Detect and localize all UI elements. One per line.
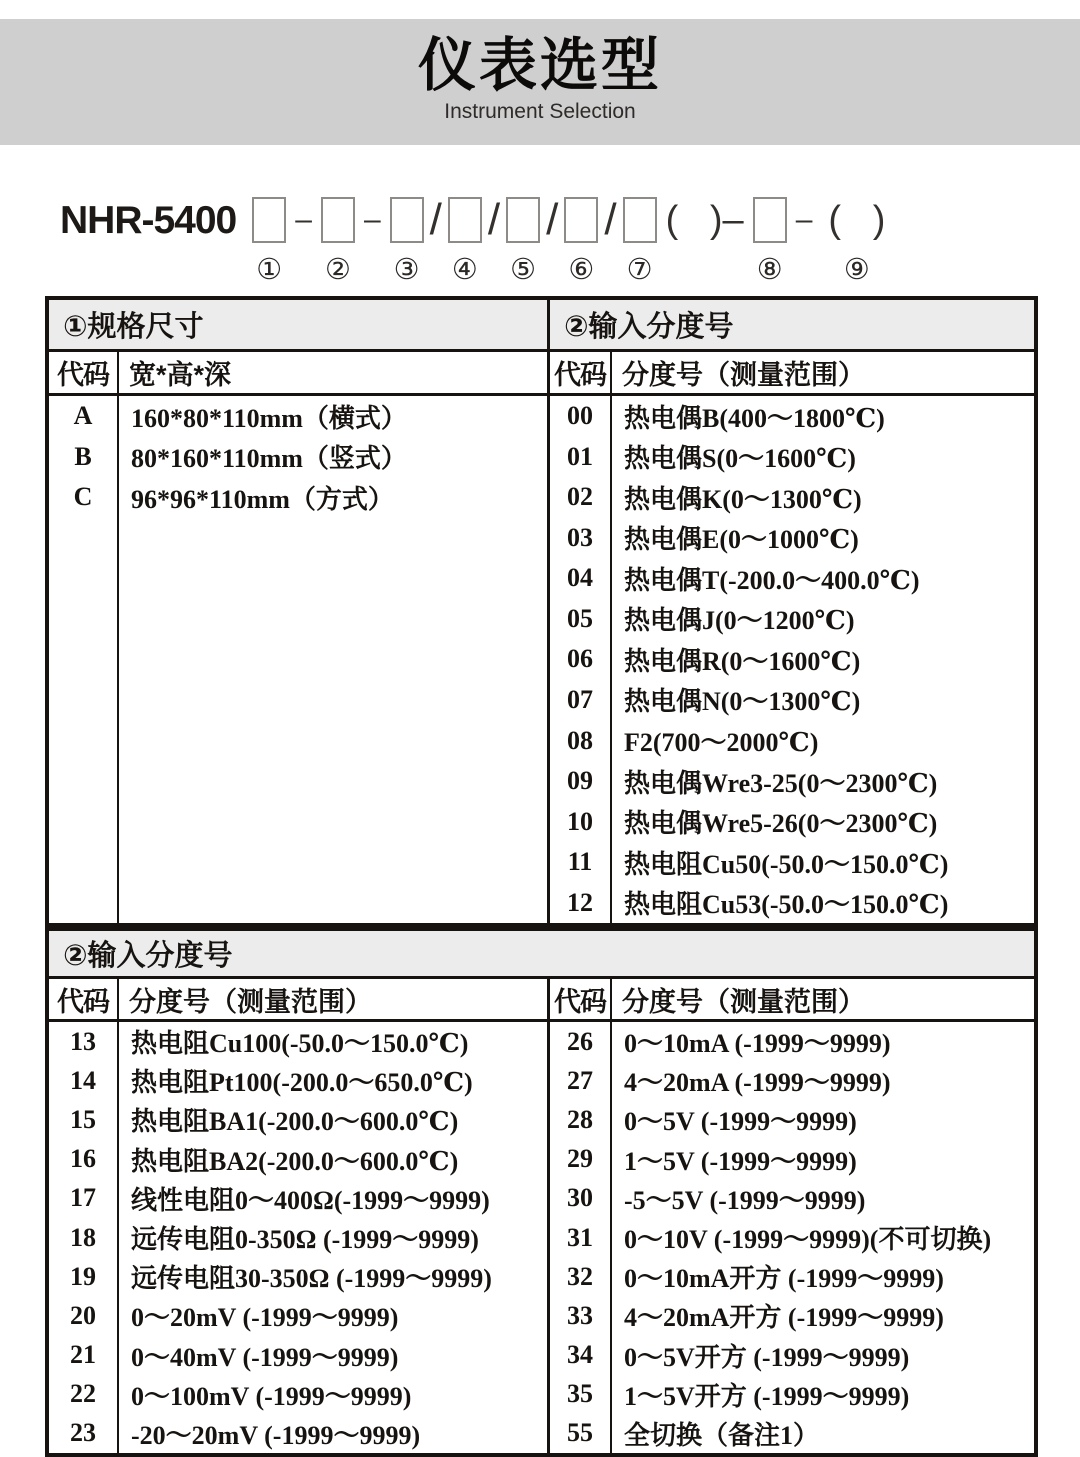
code-cell: 11 — [550, 842, 612, 883]
table2-section-header: ②输入分度号 — [49, 931, 1034, 979]
circled-number-6: ⑥ — [568, 252, 595, 286]
graduation-rows-left — [49, 1022, 547, 1453]
model-box-2 — [321, 197, 355, 243]
code-cell: 06 — [550, 639, 612, 680]
code-cell: 12 — [550, 882, 612, 923]
table-row — [550, 639, 1034, 680]
code-cell: 28 — [550, 1100, 612, 1139]
code-cell: 13 — [49, 1022, 119, 1061]
table-row — [550, 558, 1034, 599]
circled-number-1: ① — [256, 252, 283, 286]
model-prefix: NHR-5400 — [60, 199, 237, 242]
table-row — [550, 1140, 1034, 1179]
table-row — [550, 1100, 1034, 1139]
code-cell: 10 — [550, 801, 612, 842]
value-cell: 4～20mA (-1999～9999) — [624, 1068, 891, 1098]
model-box-5 — [506, 197, 540, 243]
code-cell: 29 — [550, 1140, 612, 1179]
table-row — [550, 1218, 1034, 1257]
value-cell: 线性电阻0～400Ω(-1999～9999) — [131, 1185, 490, 1215]
table-row — [550, 396, 1034, 437]
table-row — [49, 1022, 547, 1061]
table-row — [550, 599, 1034, 640]
graduation-rows-right — [547, 1022, 1034, 1453]
code-cell: 35 — [550, 1375, 612, 1414]
code-cell: 22 — [49, 1375, 119, 1414]
code-cell: 02 — [550, 477, 612, 518]
value-cell: 0～10mA开方 (-1999～9999) — [624, 1264, 944, 1294]
table-row — [49, 1061, 547, 1100]
model-box-7 — [623, 197, 657, 243]
code-cell: 33 — [550, 1296, 612, 1335]
model-segment-8 — [753, 197, 787, 286]
code-cell: 14 — [49, 1061, 119, 1100]
value-cell: 96*96*110mm（方式） — [131, 484, 394, 514]
page-banner — [0, 19, 1080, 145]
code-cell: 08 — [550, 720, 612, 761]
value-cell: 0～5V (-1999～9999) — [624, 1107, 857, 1137]
code-cell: A — [49, 396, 119, 437]
table-row — [49, 477, 547, 518]
parens-separator: ( ) — [828, 199, 886, 241]
page-title: 仪表选型 — [417, 33, 662, 98]
spec-size-title: ①规格尺寸 — [63, 311, 204, 343]
value-cell: 热电偶R(0～1600℃) — [624, 646, 861, 676]
value-cell: 0～40mV (-1999～9999) — [131, 1342, 399, 1372]
range-column-header: 分度号（测量范围） — [622, 986, 865, 1017]
table-row — [49, 1296, 547, 1335]
code-cell: 21 — [49, 1336, 119, 1375]
table-row — [550, 1179, 1034, 1218]
value-cell: 全切换（备注1） — [624, 1420, 820, 1450]
code-cell: 20 — [49, 1296, 119, 1335]
range-column-header: 分度号（测量范围） — [622, 360, 865, 390]
table-row — [550, 477, 1034, 518]
table-row — [550, 1336, 1034, 1375]
table-row — [49, 1100, 547, 1139]
circled-number-7: ⑦ — [626, 252, 653, 286]
table-row — [550, 1257, 1034, 1296]
circled-number-3: ③ — [393, 252, 420, 286]
code-cell: 00 — [550, 396, 612, 437]
dash-separator: – — [363, 203, 381, 236]
code-cell: 19 — [49, 1257, 119, 1296]
value-cell: 0～100mV (-1999～9999) — [131, 1381, 412, 1411]
dash-separator: – — [795, 203, 813, 236]
circled-number-8: ⑧ — [756, 252, 783, 286]
value-cell: 160*80*110mm（横式） — [131, 403, 407, 433]
code-cell: 09 — [550, 761, 612, 802]
table-row — [49, 1218, 547, 1257]
table-row — [49, 437, 547, 478]
code-cell: 55 — [550, 1414, 612, 1453]
value-cell: 热电阻Cu50(-50.0～150.0℃) — [624, 849, 949, 879]
code-cell: B — [49, 437, 119, 478]
table-row — [550, 761, 1034, 802]
code-cell: 07 — [550, 680, 612, 721]
code-column-header: 代码 — [49, 352, 119, 393]
code-cell: 04 — [550, 558, 612, 599]
value-cell: 热电阻BA1(-200.0～600.0℃) — [131, 1107, 459, 1137]
value-cell: 4～20mA开方 (-1999～9999) — [624, 1303, 944, 1333]
code-cell: 03 — [550, 518, 612, 559]
value-cell: 热电阻Pt100(-200.0～650.0℃) — [131, 1068, 473, 1098]
table-row — [49, 1179, 547, 1218]
slash-separator: / — [429, 195, 442, 244]
table-row — [550, 518, 1034, 559]
code-cell: 27 — [550, 1061, 612, 1100]
model-box-3 — [390, 197, 424, 243]
value-cell: 热电偶K(0～1300℃) — [624, 484, 862, 514]
slash-separator: / — [604, 195, 617, 244]
circled-number-9: ⑨ — [843, 252, 870, 286]
code-cell: 18 — [49, 1218, 119, 1257]
table-row — [49, 1257, 547, 1296]
table-row — [49, 396, 547, 437]
model-segment-1 — [252, 197, 286, 286]
value-cell: 热电偶Wre5-26(0～2300℃) — [624, 809, 938, 839]
value-cell: 热电阻BA2(-200.0～600.0℃) — [131, 1146, 459, 1176]
model-box-4 — [448, 197, 482, 243]
code-cell: 16 — [49, 1140, 119, 1179]
page-subtitle: Instrument Selection — [444, 100, 636, 123]
value-cell: F2(700～2000℃) — [624, 728, 819, 758]
input-graduation-title: ②输入分度号 — [547, 300, 1034, 349]
code-cell: C — [49, 477, 119, 518]
empty-filler — [49, 518, 547, 923]
table-row — [550, 801, 1034, 842]
table-row — [550, 842, 1034, 883]
value-cell: 热电阻Cu100(-50.0～150.0℃) — [131, 1029, 469, 1059]
input-graduation-table-2 — [45, 927, 1038, 1457]
table-row — [550, 1375, 1034, 1414]
value-cell: 热电偶B(400～1800℃) — [624, 403, 885, 433]
model-box-1 — [252, 197, 286, 243]
model-segment-9 — [821, 197, 892, 286]
table1-column-headers — [49, 352, 1034, 396]
table1-section-header — [49, 300, 1034, 352]
code-cell: 15 — [49, 1100, 119, 1139]
value-cell: 远传电阻30-350Ω (-1999～9999) — [131, 1264, 492, 1294]
code-cell: 34 — [550, 1336, 612, 1375]
table-row — [49, 1140, 547, 1179]
model-code-line — [60, 197, 894, 286]
value-cell: 热电偶E(0～1000℃) — [624, 525, 859, 555]
table-row — [550, 680, 1034, 721]
value-cell: 1～5V (-1999～9999) — [624, 1146, 857, 1176]
model-segment-5 — [506, 197, 540, 286]
table-row — [550, 437, 1034, 478]
code-cell: 23 — [49, 1414, 119, 1453]
size-column-header: 宽*高*深 — [129, 360, 232, 390]
value-cell: 80*160*110mm（竖式） — [131, 444, 407, 474]
circled-number-2: ② — [324, 252, 351, 286]
table-row — [550, 720, 1034, 761]
value-cell: 热电偶N(0～1300℃) — [624, 687, 861, 717]
table-row — [550, 882, 1034, 923]
slash-separator: / — [546, 195, 559, 244]
value-cell: 热电阻Cu53(-50.0～150.0℃) — [624, 890, 949, 920]
value-cell: -20～20mV (-1999～9999) — [131, 1420, 421, 1450]
value-cell: 热电偶Wre3-25(0～2300℃) — [624, 768, 938, 798]
table1-body — [49, 396, 1034, 923]
slash-separator: / — [487, 195, 501, 244]
value-cell: -5～5V (-1999～9999) — [624, 1185, 866, 1215]
table-row — [550, 1022, 1034, 1061]
code-cell: 32 — [550, 1257, 612, 1296]
code-cell: 30 — [550, 1179, 612, 1218]
model-box-8 — [753, 197, 787, 243]
model-segment-7 — [623, 197, 657, 286]
table-row — [49, 1336, 547, 1375]
code-column-header: 代码 — [49, 979, 119, 1019]
value-cell: 热电偶S(0～1600℃) — [624, 444, 856, 474]
value-cell: 热电偶T(-200.0～400.0℃) — [624, 565, 920, 595]
value-cell: 0～10mA (-1999～9999) — [624, 1029, 891, 1059]
table-row — [550, 1061, 1034, 1100]
input-graduation-rows — [547, 396, 1034, 923]
code-column-header: 代码 — [550, 352, 612, 393]
dash-separator: – — [295, 203, 312, 236]
value-cell: 0～10V (-1999～9999)(不可切换) — [624, 1225, 992, 1255]
table2-body — [49, 1022, 1034, 1453]
circled-number-5: ⑤ — [510, 252, 537, 286]
value-cell: 0～20mV (-1999～9999) — [131, 1303, 399, 1333]
value-cell: 0～5V开方 (-1999～9999) — [624, 1342, 910, 1372]
code-cell: 01 — [550, 437, 612, 478]
code-cell: 17 — [49, 1179, 119, 1218]
model-box-6 — [564, 197, 598, 243]
value-cell: 远传电阻0-350Ω (-1999～9999) — [131, 1225, 479, 1255]
value-cell: 热电偶J(0～1200℃) — [624, 606, 855, 636]
spec-and-input-table — [45, 296, 1038, 927]
value-cell: 1～5V开方 (-1999～9999) — [624, 1381, 910, 1411]
range-column-header: 分度号（测量范围） — [129, 986, 372, 1017]
table2-column-headers — [49, 979, 1034, 1022]
parens-dash-separator: ( )– — [665, 199, 744, 241]
code-cell: 31 — [550, 1218, 612, 1257]
model-segment-6 — [564, 197, 598, 286]
table-row — [550, 1414, 1034, 1453]
model-segment-3 — [390, 197, 424, 286]
table-row — [49, 1375, 547, 1414]
table-row — [550, 1296, 1034, 1335]
circled-number-4: ④ — [451, 252, 478, 286]
code-cell: 26 — [550, 1022, 612, 1061]
code-cell: 05 — [550, 599, 612, 640]
code-column-header: 代码 — [550, 979, 612, 1019]
spec-size-rows — [49, 396, 547, 923]
model-segment-2 — [321, 197, 355, 286]
table-row — [49, 1414, 547, 1453]
model-segment-4 — [448, 197, 482, 286]
